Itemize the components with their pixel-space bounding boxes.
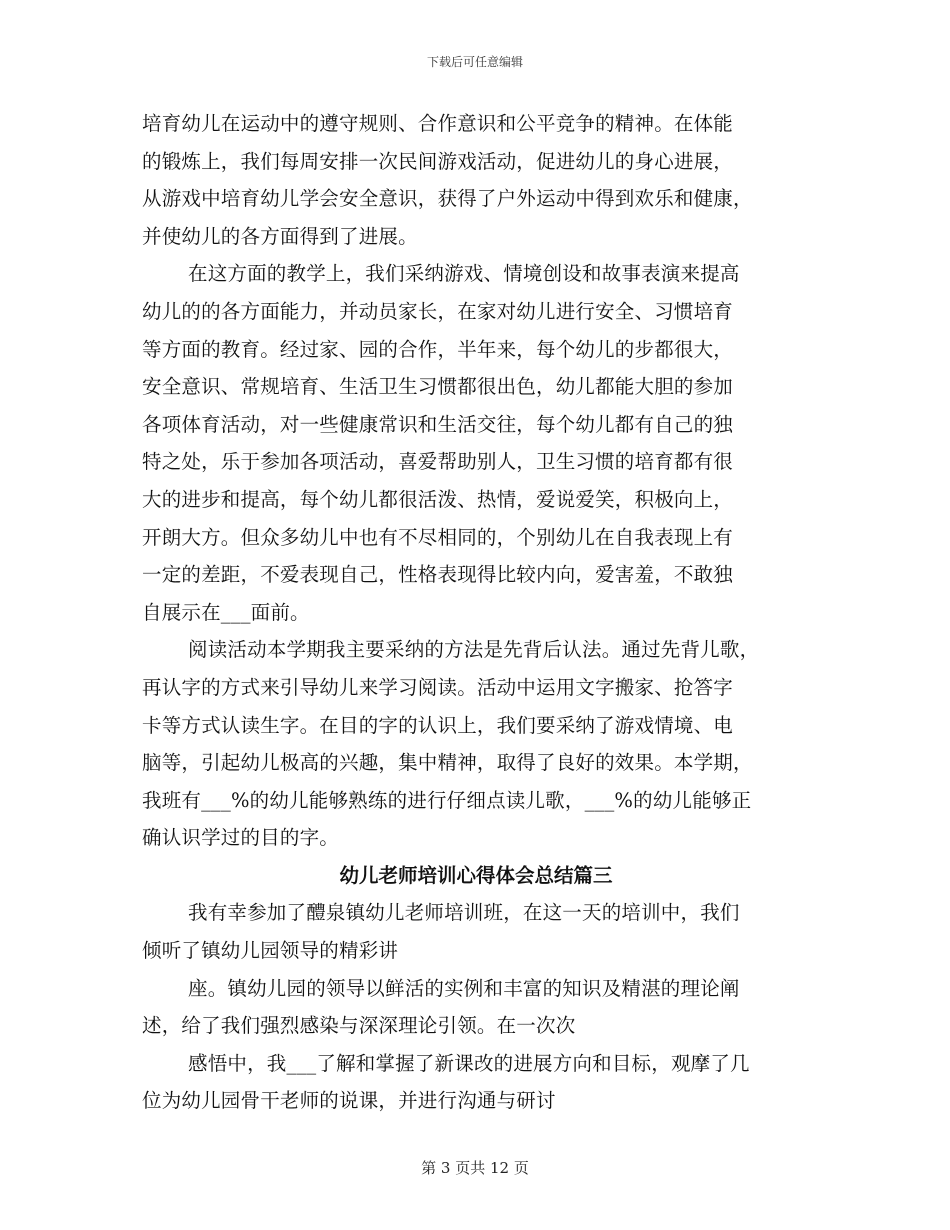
text-line: 座。镇幼儿园的领导以鲜活的实例和丰富的知识及精湛的理论阐 [188, 976, 740, 1000]
text-line: 位为幼儿园骨干老师的说课，并进行沟通与研讨 [142, 1089, 556, 1113]
text-line: 特之处，乐于参加各项活动，喜爱帮助别人，卫生习惯的培育都有很 [142, 450, 734, 474]
text-line: 开朗大方。但众多幼儿中也有不尽相同的，个别幼儿在自我表现上有 [142, 525, 734, 549]
text-line: 的锻炼上，我们每周安排一次民间游戏活动，促进幼儿的身心进展， [142, 149, 734, 173]
text-line: 等方面的教育。经过家、园的合作，半年来，每个幼儿的步都很大， [142, 337, 734, 361]
text-line: 从游戏中培育幼儿学会安全意识，获得了户外运动中得到欢乐和健康， [142, 187, 753, 211]
text-line: 阅读活动本学期我主要采纳的方法是先背后认法。通过先背儿歌， [188, 638, 760, 662]
text-line: 卡等方式认读生字。在目的字的认识上，我们要采纳了游戏情境、电 [142, 713, 734, 737]
text-line: 我班有___%的幼儿能够熟练的进行仔细点读儿歌，___%的幼儿能够正 [142, 788, 752, 812]
text-line: 脑等，引起幼儿极高的兴趣，集中精神，取得了良好的效果。本学期， [142, 751, 753, 775]
text-line: 感悟中，我___了解和掌握了新课改的进展方向和目标，观摩了几 [188, 1051, 750, 1075]
section-title: 幼儿老师培训心得体会总结篇三 [339, 863, 613, 887]
text-line: 自展示在___面前。 [142, 600, 310, 624]
text-line: 我有幸参加了醴泉镇幼儿老师培训班，在这一天的培训中，我们 [188, 901, 740, 925]
text-line: 倾听了镇幼儿园领导的精彩讲 [142, 939, 399, 963]
text-line: 确认识学过的目的字。 [142, 826, 340, 850]
text-line: 述，给了我们强烈感染与深深理论引领。在一次次 [142, 1014, 576, 1038]
text-line: 各项体育活动，对一些健康常识和生活交往，每个幼儿都有自己的独 [142, 412, 734, 436]
text-line: 安全意识、常规培育、生活卫生习惯都很出色，幼儿都能大胆的参加 [142, 375, 734, 399]
text-line: 幼儿的的各方面能力，并动员家长，在家对幼儿进行安全、习惯培育 [142, 299, 734, 323]
text-line: 大的进步和提高，每个幼儿都很活泼、热情，爱说爱笑，积极向上， [142, 487, 734, 511]
page-number: 第 3 页共 12 页 [421, 1159, 529, 1177]
text-line: 再认字的方式来引导幼儿来学习阅读。活动中运用文字搬家、抢答字 [142, 675, 734, 699]
text-line: 培育幼儿在运动中的遵守规则、合作意识和公平竞争的精神。在体能 [142, 112, 734, 135]
page-header-note: 下载后可任意编辑 [426, 55, 523, 69]
text-line: 一定的差距，不爱表现自己，性格表现得比较内向，爱害羞，不敢独 [142, 563, 734, 587]
text-line: 并使幼儿的各方面得到了进展。 [142, 224, 418, 248]
document-body [142, 105, 810, 1120]
text-line: 在这方面的教学上，我们采纳游戏、情境创设和故事表演来提高 [188, 262, 740, 286]
